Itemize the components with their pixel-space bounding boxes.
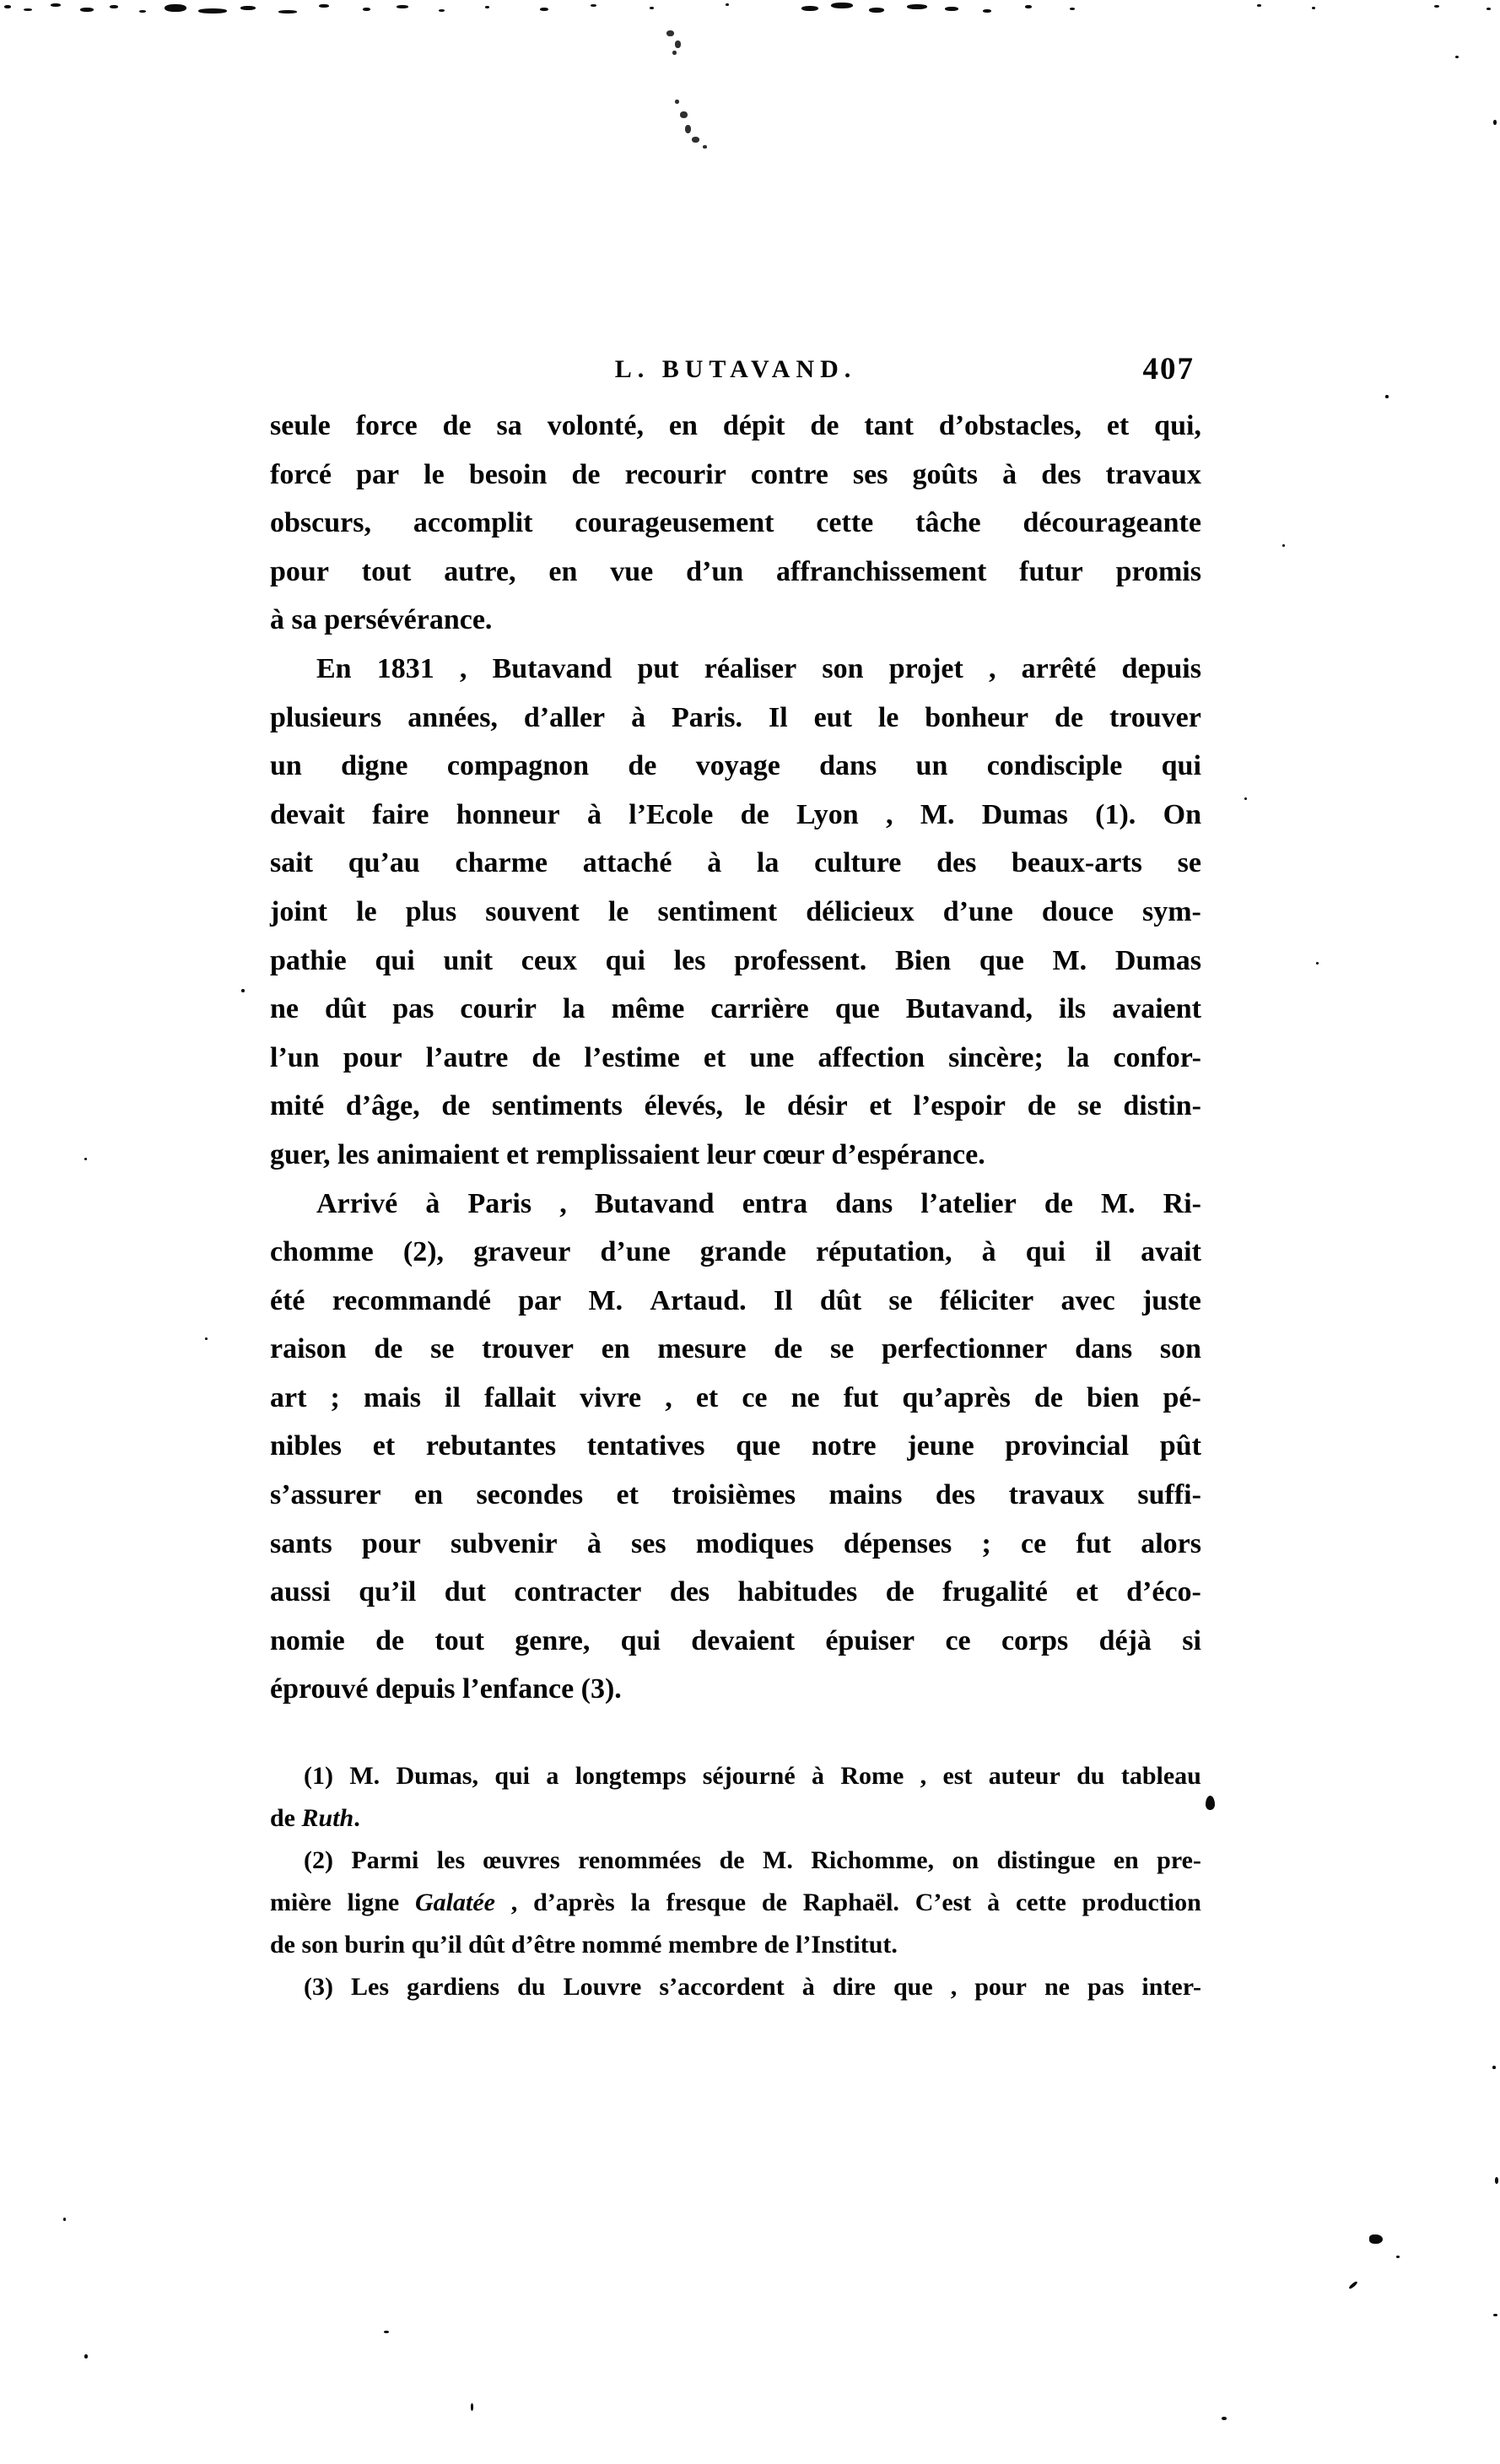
scan-speck — [540, 8, 548, 11]
text-line: plusieurs années, d’aller à Paris. Il eut le bonheur de trouver — [270, 701, 1201, 733]
text-line: sants pour subvenir à ses modiques dépenses ; ce fut alors — [270, 1527, 1201, 1559]
text-line: un digne compagnon de voyage dans un condisciple qui — [270, 750, 1201, 782]
footnotes — [270, 1755, 1201, 2008]
text-line: obscurs, accomplit courageusement cette tâche décourageante — [270, 507, 1201, 539]
scan-speck — [384, 2331, 389, 2333]
scan-speck — [165, 4, 186, 12]
scan-speck — [692, 137, 699, 143]
scan-speck — [439, 9, 445, 12]
running-title: L. BUTAVAND. — [614, 355, 857, 383]
text-line: aussi qu’il dut contracter des habitudes de frugalité et d’éco- — [270, 1576, 1201, 1608]
text-line: pour tout autre, en vue d’un affranchissement futur promis — [270, 555, 1201, 587]
scan-speck — [801, 6, 818, 11]
text-line: En 1831 , Butavand put réaliser son projet , arrêté depuis — [316, 652, 1201, 684]
scan-speck — [110, 5, 118, 8]
page-number: 407 — [1142, 352, 1195, 386]
text-line: éprouvé depuis l’enfance (3). — [270, 1673, 622, 1705]
text-line: nomie de tout genre, qui devaient épuiser ce corps déjà si — [270, 1624, 1201, 1656]
text-line: mière ligne Galatée , d’après la fresque de Raphaël. C’est à cette production — [270, 1889, 1201, 1916]
scan-speck — [983, 9, 991, 13]
text-line: (3) Les gardiens du Louvre s’accordent à dire que , pour ne pas inter- — [304, 1973, 1201, 2001]
text-line: raison de se trouver en mesure de se perfectionner dans son — [270, 1333, 1201, 1365]
text-line: l’un pour l’autre de l’estime et une affection sincère; la confor- — [270, 1041, 1201, 1073]
text-line: nibles et rebutantes tentatives que notre jeune provincial pût — [270, 1430, 1201, 1462]
scan-speck — [675, 100, 679, 104]
scan-speck — [666, 30, 674, 36]
scan-speck — [278, 10, 297, 14]
body-text — [270, 402, 1201, 1714]
scan-speck — [1455, 56, 1459, 58]
scan-speck — [1493, 120, 1497, 125]
text-line: de Ruth. — [270, 1804, 360, 1832]
text-line: seule force de sa volonté, en dépit de tant d’obstacles, et qui, — [270, 410, 1201, 441]
text-line: été recommandé par M. Artaud. Il dût se féliciter avec juste — [270, 1284, 1201, 1316]
scan-speck — [205, 1337, 208, 1340]
text-line: ne dût pas courir la même carrière que Butavand, ils avaient — [270, 993, 1201, 1025]
scan-speck — [198, 8, 227, 14]
text-line: art ; mais il fallait vivre , et ce ne fut qu’après de bien pé- — [270, 1381, 1201, 1413]
text-line: pathie qui unit ceux qui les professent. Bien que M. Dumas — [270, 944, 1201, 976]
text-line: mité d’âge, de sentiments élevés, le désir et l’espoir de se distin- — [270, 1090, 1201, 1122]
scan-speck — [1282, 544, 1285, 547]
scan-speck — [397, 5, 408, 8]
scan-speck — [680, 111, 688, 118]
scan-speck — [685, 125, 691, 133]
scan-speck — [1222, 2417, 1227, 2420]
text-line: chomme (2), graveur d’une grande réputation, à qui il avait — [270, 1236, 1201, 1268]
scan-speck — [1348, 2281, 1358, 2290]
scan-speck — [4, 5, 11, 8]
text-line: sait qu’au charme attaché à la culture des beaux-arts se — [270, 847, 1201, 879]
scan-speck — [1206, 1796, 1215, 1810]
scan-speck — [907, 4, 927, 9]
scan-speck — [1396, 2256, 1400, 2258]
scan-speck — [139, 10, 146, 13]
scan-speck — [485, 6, 489, 8]
scan-speck — [1369, 2234, 1383, 2244]
scan-speck — [1244, 797, 1247, 800]
scan-speck — [24, 8, 32, 11]
text-line: devait faire honneur à l’Ecole de Lyon , M. Dumas (1). On — [270, 798, 1201, 830]
scan-speck — [675, 41, 681, 48]
scan-speck — [84, 2354, 88, 2359]
scan-speck — [319, 4, 329, 8]
page-header — [270, 350, 1201, 389]
scan-speck — [1487, 8, 1491, 10]
scan-speck — [1434, 5, 1439, 8]
scan-speck — [471, 2403, 473, 2411]
scan-speck — [869, 8, 884, 13]
text-line: de son burin qu’il dût d’être nommé membre de l’Institut. — [270, 1931, 898, 1959]
scan-speck — [241, 989, 245, 992]
scan-speck — [1385, 395, 1389, 398]
scan-speck — [1025, 5, 1032, 8]
scan-speck — [1070, 8, 1075, 10]
text-line: (1) M. Dumas, qui a longtemps séjourné à Rome , est auteur du tableau — [304, 1762, 1201, 1790]
text-line: joint le plus souvent le sentiment délicieux d’une douce sym- — [270, 895, 1201, 927]
scan-speck — [63, 2218, 66, 2221]
scan-speck — [672, 51, 677, 55]
text-line: forcé par le besoin de recourir contre ses goûts à des travaux — [270, 458, 1201, 490]
text-line: (2) Parmi les œuvres renommées de M. Richomme, on distingue en pre- — [304, 1846, 1201, 1874]
text-line: à sa persévérance. — [270, 604, 493, 636]
scan-speck — [831, 3, 853, 8]
scan-speck — [945, 7, 958, 11]
scan-speck — [1493, 2314, 1497, 2316]
scan-speck — [650, 7, 654, 9]
text-line: s’assurer en secondes et troisièmes mains des travaux suffi- — [270, 1479, 1201, 1511]
scan-speck — [363, 8, 370, 11]
scan-speck — [1492, 2066, 1496, 2069]
scan-speck — [703, 145, 707, 149]
scan-speck — [1312, 7, 1315, 9]
scan-speck — [726, 3, 729, 6]
text-line: guer, les animaient et remplissaient leur cœur d’espérance. — [270, 1138, 985, 1170]
scan-speck — [240, 6, 256, 10]
scan-speck — [1495, 2177, 1498, 2184]
text-line: Arrivé à Paris , Butavand entra dans l’atelier de M. Ri- — [316, 1187, 1201, 1219]
scan-speck — [84, 1158, 87, 1160]
scan-speck — [591, 4, 596, 7]
scan-speck — [1257, 4, 1261, 7]
scan-speck — [1316, 962, 1319, 965]
scan-speck — [80, 8, 94, 12]
scan-speck — [51, 3, 61, 7]
